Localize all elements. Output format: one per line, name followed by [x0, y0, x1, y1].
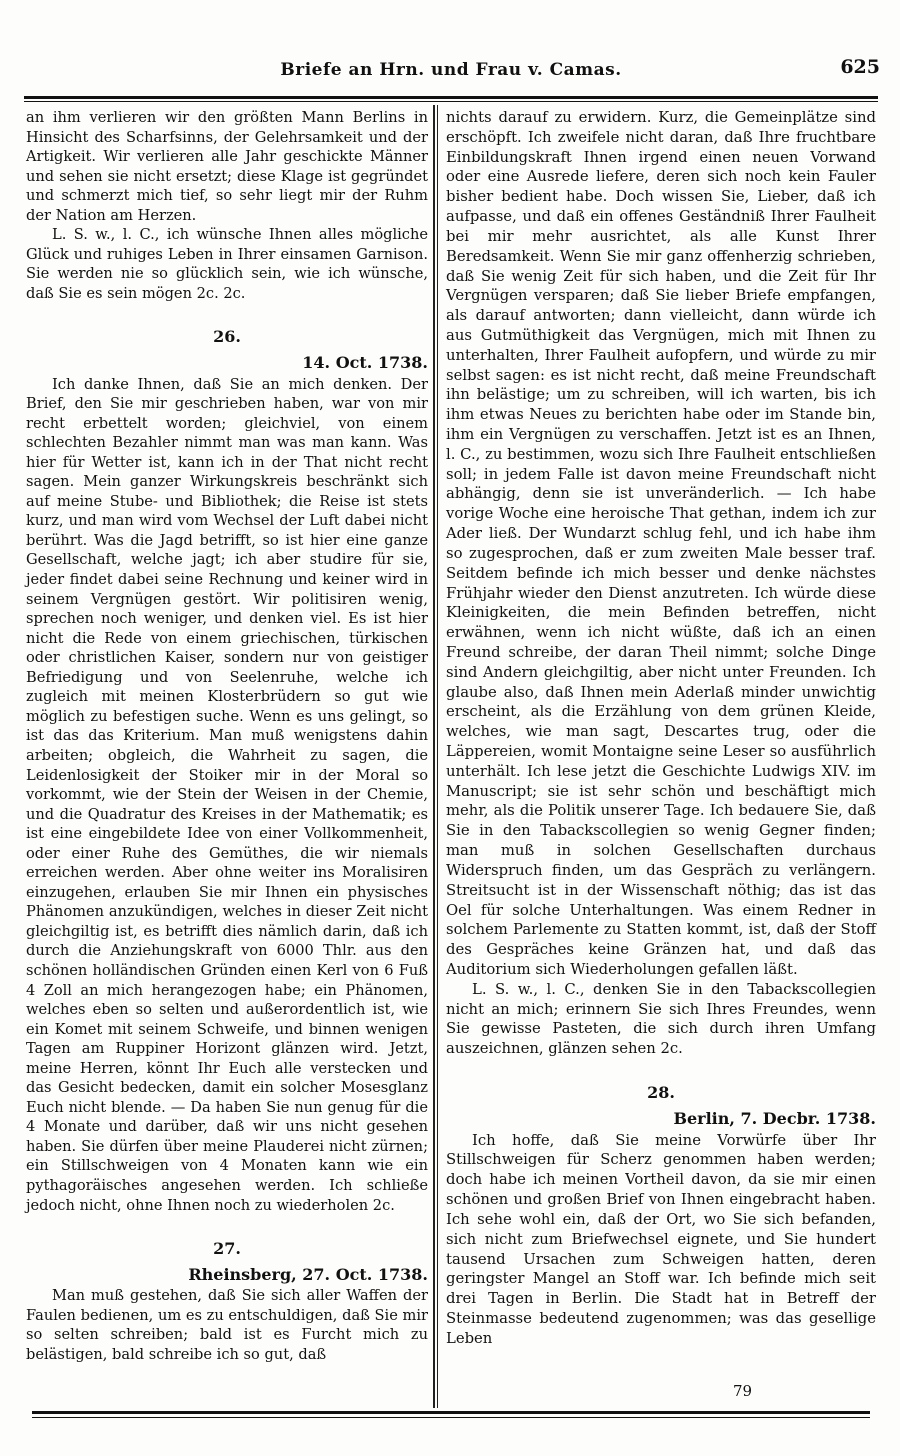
book-page: [18, 8, 884, 1426]
letter-dateline: 14. Oct. 1738.: [302, 353, 428, 373]
column-divider: [433, 105, 435, 1408]
letter-dateline: Rheinsberg, 27. Oct. 1738.: [188, 1264, 428, 1284]
footer-rule: [32, 1411, 870, 1414]
right-column: [446, 108, 876, 1349]
column-divider-thin: [437, 105, 438, 1408]
letter-body: Man muß gestehen, daß Sie sich aller Waffen der Faulen bedienen, um es zu entschuldigen, daß Sie mir so selten schreiben; bald ist es Furcht mich zu belästigen, bald schreibe ich so gut, daß: [26, 1287, 428, 1363]
letter-number: 28.: [647, 1083, 675, 1102]
letter-number: 26.: [213, 327, 241, 347]
running-header: [18, 50, 884, 90]
header-rule-thin: [24, 101, 878, 102]
page-number: 625: [840, 56, 880, 78]
paragraph: nichts darauf zu erwidern. Kurz, die Gemeinplätze sind erschöpft. Ich zweifele nicht daran, daß Ihre fruchtbare Einbildungskraft Ihnen irgend einen neuen Vorwand oder eine Ausrede liefere, deren sich noch kein Fauler bisher bedient habe. Doch wissen Sie, Lieber, daß ich aufpasse, und daß ein offenes Geständniß Ihrer Faulheit bei mir mehr ausrichtet, als alle Kunst Ihrer Beredsamkeit. Wenn Sie mir ganz offenherzig schrieben, daß Sie wenig Zeit für sich haben, und die Zeit für Ihr Vergnügen versparen; daß Sie lieber Briefe empfangen, als darauf antworten; dann vielleicht, dann würde ich aus Gutmüthigkeit das Vergnügen, mich mit Ihnen zu unterhalten, Ihrer Faulheit aufopfern, und würde zu mir selbst sagen: es ist nicht recht, daß meine Freundschaft ihn belästige; um zu schreiben, will ich warten, bis ich ihm etwas Neues zu berichten habe oder im Stande bin, ihm ein Vergnügen zu verschaffen. Jetzt ist es an Ihnen, l. C., zu bestimmen, wozu sich Ihre Faulheit entschließen soll; in jedem Falle ist davon meine Freundschaft nicht abhängig, denn sie ist unveränderlich. — Ich habe vorige Woche eine heroische That gethan, indem ich zur Ader ließ. Der Wundarzt schlug fehl, und ich habe ihm so zugesprochen, daß er zum zweiten Male besser traf. Seitdem befinde ich mich besser und denke nächstes Frühjahr wieder den Dienst anzutreten. Ich würde diese Kleinigkeiten, die mein Befinden betreffen, nicht erwähnen, wenn ich nicht wüßte, daß ich an einen Freund schreibe, der daran Theil nimmt; solche Dinge sind Andern gleichgiltig, aber nicht unter Freunden. Ich glaube also, daß Ihnen mein Aderlaß minder unwichtig erscheint, als die Erzählung von dem grünen Kleide, welches, wie man sagt, Descartes trug, oder die Läppereien, womit Montaigne seine Leser so ausführlich unterhält. Ich lese jetzt die Geschichte Ludwigs XIV. im Manuscript; sie ist sehr schön und beschäftigt mich mehr, als die Politik unserer Tage. Ich bedauere Sie, daß Sie in den Tabackscollegien so wenig Gegner finden; man muß in solchen Gesellschaften durchaus Widerspruch finden, um das Gespräch zu verlängern. Streitsucht ist in der Wissenschaft nöthig; das ist das Oel für solche Unterhaltungen. Was einem Redner in solchem Parlemente zu Statten kommt, ist, daß der Stoff des Gespräches keine Gränzen hat, und daß das Auditorium sich Wiederholungen gefallen läßt.: [446, 109, 876, 978]
footer-rule-thin: [32, 1417, 870, 1418]
signature-mark: 79: [733, 1382, 753, 1400]
header-rule: [24, 96, 878, 99]
paragraph: L. S. w., l. C., denken Sie in den Tabackscollegien nicht an mich; erinnern Sie sich Ihres Freundes, wenn Sie gewisse Pasteten, die sich durch ihren Umfang auszeichnen, glänzen sehen 2c.: [446, 980, 876, 1058]
letter-body: Ich danke Ihnen, daß Sie an mich denken. Der Brief, den Sie mir geschrieben haben, war von mir recht erbettelt worden; gleichviel, von einem schlechten Bezahler nimmt man was man kann. Was hier für Wetter ist, kann ich in der That nicht recht sagen. Mein ganzer Wirkungskreis beschränkt sich auf meine Stube- und Bibliothek; die Reise ist stets kurz, und man wird vom Wechsel der Luft dabei nicht berührt. Was die Jagd betrifft, so ist hier eine ganze Gesellschaft, welche jagt; ich aber studire für sie, jeder findet dabei seine Rechnung und keiner wird in seinem Vergnügen gestört. Wir politisiren wenig, sprechen noch weniger, und denken viel. Es ist hier nicht die Rede von einem griechischen, türkischen oder christlichen Kaiser, sondern nur von geistiger Befriedigung und von Seelenruhe, welche ich zugleich mit meinen Klosterbrüdern so gut wie möglich zu befestigen suche. Wenn es uns gelingt, so ist das das Kriterium. Man muß wenigstens dahin arbeiten; obgleich, die Wahrheit zu sagen, die Leidenlosigkeit der Stoiker mir in der Moral so vorkommt, wie der Stein der Weisen in der Chemie, und die Quadratur des Kreises in der Mathematik; es ist eine eingebildete Idee von einer Vollkommenheit, oder einer Ruhe des Gemüthes, die wir niemals erreichen werden. Aber ohne weiter ins Moralisiren einzugehen, erlauben Sie mir Ihnen ein physisches Phänomen anzukündigen, welches in dieser Zeit nicht gleichgiltig ist, es betrifft dies nämlich darin, daß ich durch die Anziehungskraft von 6000 Thlr. aus den schönen holländischen Gründen einen Kerl von 6 Fuß 4 Zoll an mich herangezogen habe; ein Phänomen, welches eben so selten und außerordentlich ist, wie ein Komet mit seinem Schweife, und binnen wenigen Tagen am Ruppiner Horizont glänzen wird. Jetzt, meine Herren, könnt Ihr Euch alle verstecken und das Gesicht bedecken, damit ein solcher Mosesglanz Euch nicht blende. — Da haben Sie nun genug für die 4 Monate und darüber, daß wir uns nicht gesehen haben. Sie dürfen über meine Plauderei nicht zürnen; ein Stillschweigen von 4 Monaten kann wie ein pythagoräisches angesehen werden. Ich schließe jedoch nicht, ohne Ihnen noch zu wiederholen 2c.: [26, 375, 428, 1214]
letter-body: Ich hoffe, daß Sie meine Vorwürfe über Ihr Stillschweigen für Scherz genommen haben werden; doch habe ich meinen Vortheil davon, da sie mir einen schönen und großen Brief von Ihnen eingebracht haben. Ich sehe wohl ein, daß der Ort, wo Sie sich befanden, sich nicht zum Briefwechsel eignete, und Sie hundert tausend Ursachen zum Schweigen hatten, deren geringster Mangel an Stoff war. Ich befinde mich seit drei Tagen in Berlin. Die Stadt hat in Betreff der Steinmasse bedeutend zugenommen; was das gesellige Leben: [446, 1131, 876, 1347]
left-column: [26, 108, 428, 1364]
paragraph: an ihm verlieren wir den größten Mann Berlins in Hinsicht des Scharfsinns, der Gelehrsamkeit und der Artigkeit. Wir verlieren alle Jahr geschickte Männer und sehen sie nicht ersetzt; diese Klage ist gegründet und schmerzt mich tief, so sehr liegt mir der Ruhm der Nation am Herzen.: [26, 109, 428, 224]
running-title: Briefe an Hrn. und Frau v. Camas.: [280, 60, 622, 80]
letter-number: 27.: [213, 1239, 241, 1259]
paragraph: L. S. w., l. C., ich wünsche Ihnen alles mögliche Glück und ruhiges Leben in Ihrer einsamen Garnison. Sie werden nie so glücklich sein, wie ich wünsche, daß Sie es sein mögen 2c. 2c.: [26, 226, 428, 302]
letter-dateline: Berlin, 7. Decbr. 1738.: [673, 1108, 876, 1128]
